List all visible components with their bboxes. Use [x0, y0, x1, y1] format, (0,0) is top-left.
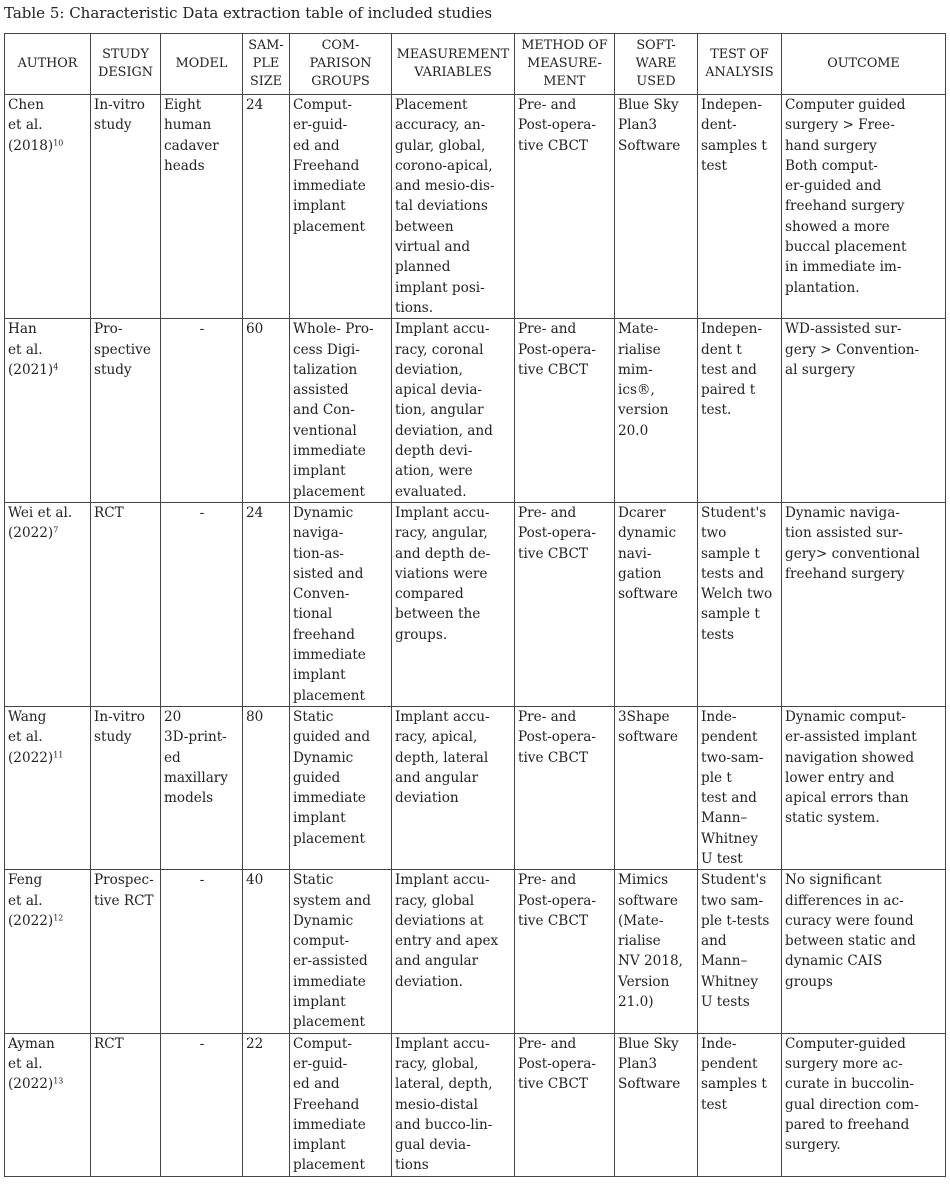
- header-sample-size: SAM- PLE SIZE: [243, 34, 290, 95]
- cell-outcome: WD-assisted sur- gery > Convention- al surgery: [782, 319, 946, 503]
- reference-number: 7: [53, 525, 59, 535]
- reference-number: 4: [53, 362, 59, 372]
- cell-test-of-analysis: Student's two sam- ple t-tests and Mann– Whitney U tests: [698, 870, 782, 1033]
- cell-author: [5, 1033, 91, 1176]
- author-text: Feng et al. (2022): [8, 872, 54, 929]
- author-text: Wang et al. (2022): [8, 708, 54, 766]
- cell-method-of-measurement: Pre- and Post-opera- tive CBCT: [515, 95, 615, 319]
- cell-outcome: Computer-guided surgery more ac- curate in buccolin- gual direction com- pared to freehand surgery.: [782, 1033, 946, 1176]
- cell-comparison-groups: Dynamic naviga- tion-as- sisted and Conven- tional freehand immediate implant placement: [290, 502, 392, 706]
- cell-author: [5, 870, 91, 1033]
- reference-number: 11: [53, 750, 64, 760]
- cell-test-of-analysis: Student's two sample t tests and Welch two sample t tests: [698, 502, 782, 706]
- cell-method-of-measurement: Pre- and Post-opera- tive CBCT: [515, 1033, 615, 1176]
- cell-outcome: No significant differences in ac- curacy were found between static and dynamic CAIS groups: [782, 870, 946, 1033]
- cell-measurement-variables: Implant accu- racy, apical, depth, lateral and angular deviation: [392, 706, 515, 869]
- header-software-used: SOFT- WARE USED: [615, 34, 698, 95]
- cell-model: -: [161, 502, 243, 706]
- cell-author: [5, 319, 91, 503]
- table-row: [5, 706, 946, 869]
- author-text: Han et al. (2021): [8, 321, 54, 378]
- header-comparison-groups: COM- PARISON GROUPS: [290, 34, 392, 95]
- cell-comparison-groups: Static system and Dynamic comput- er-assisted immediate implant placement: [290, 870, 392, 1033]
- cell-software-used: Dcarer dynamic navi- gation software: [615, 502, 698, 706]
- cell-study-design: RCT: [91, 502, 161, 706]
- table-row: [5, 870, 946, 1033]
- header-author: AUTHOR: [5, 34, 91, 95]
- cell-test-of-analysis: Inde- pendent two-sam- ple t test and Mann– Whitney U test: [698, 706, 782, 869]
- cell-measurement-variables: Implant accu- racy, coronal deviation, apical devia- tion, angular deviation, and depth devi- ation, were evaluated.: [392, 319, 515, 503]
- cell-sample-size: 80: [243, 706, 290, 869]
- cell-software-used: Mate- rialise mim- ics®, version 20.0: [615, 319, 698, 503]
- reference-number: 10: [53, 138, 64, 148]
- table-caption: Table 5: Characteristic Data extraction table of included studies: [4, 4, 493, 22]
- header-outcome: OUTCOME: [782, 34, 946, 95]
- table-row: [5, 95, 946, 319]
- cell-model: -: [161, 870, 243, 1033]
- header-model: MODEL: [161, 34, 243, 95]
- author-text: Ayman et al. (2022): [8, 1035, 55, 1093]
- table-row: [5, 502, 946, 706]
- cell-model: -: [161, 319, 243, 503]
- cell-test-of-analysis: Indepen- dent- samples t test: [698, 95, 782, 319]
- cell-method-of-measurement: Pre- and Post-opera- tive CBCT: [515, 319, 615, 503]
- cell-study-design: Prospec- tive RCT: [91, 870, 161, 1033]
- cell-outcome: Dynamic naviga- tion assisted sur- gery> conventional freehand surgery: [782, 502, 946, 706]
- cell-sample-size: 24: [243, 502, 290, 706]
- header-measurement-variables: MEASUREMENT VARIABLES: [392, 34, 515, 95]
- author-text: Chen et al. (2018): [8, 97, 54, 154]
- study-characteristics-table: [4, 33, 946, 1177]
- reference-number: 12: [53, 913, 64, 923]
- cell-measurement-variables: Implant accu- racy, global, lateral, depth, mesio-distal and bucco-lin- gual devia- tions: [392, 1033, 515, 1176]
- table-row: [5, 319, 946, 503]
- cell-test-of-analysis: Indepen- dent t test and paired t test.: [698, 319, 782, 503]
- header-study-design: STUDY DESIGN: [91, 34, 161, 95]
- header-test-of-analysis: TEST OF ANALYSIS: [698, 34, 782, 95]
- table-row: [5, 1033, 946, 1176]
- cell-author: [5, 502, 91, 706]
- author-text: Wei et al. (2022): [8, 504, 73, 542]
- cell-test-of-analysis: Inde- pendent samples t test: [698, 1033, 782, 1176]
- cell-author: [5, 706, 91, 869]
- cell-study-design: RCT: [91, 1033, 161, 1176]
- cell-sample-size: 40: [243, 870, 290, 1033]
- cell-comparison-groups: Comput- er-guid- ed and Freehand immediate implant placement: [290, 95, 392, 319]
- cell-outcome: Dynamic comput- er-assisted implant navigation showed lower entry and apical errors than static system.: [782, 706, 946, 869]
- cell-measurement-variables: Implant accu- racy, angular, and depth de- viations were compared between the groups.: [392, 502, 515, 706]
- cell-method-of-measurement: Pre- and Post-opera- tive CBCT: [515, 870, 615, 1033]
- cell-comparison-groups: Comput- er-guid- ed and Freehand immediate implant placement: [290, 1033, 392, 1176]
- header-row: [5, 34, 946, 95]
- cell-software-used: Blue Sky Plan3 Software: [615, 95, 698, 319]
- cell-comparison-groups: Whole- Pro- cess Digi- talization assisted and Con- ventional immediate implant placement: [290, 319, 392, 503]
- cell-software-used: Mimics software (Mate- rialise NV 2018, Version 21.0): [615, 870, 698, 1033]
- cell-measurement-variables: Implant accu- racy, global deviations at entry and apex and angular deviation.: [392, 870, 515, 1033]
- cell-study-design: In-vitro study: [91, 95, 161, 319]
- cell-comparison-groups: Static guided and Dynamic guided immediate implant placement: [290, 706, 392, 869]
- cell-method-of-measurement: Pre- and Post-opera- tive CBCT: [515, 502, 615, 706]
- cell-model: Eight human cadaver heads: [161, 95, 243, 319]
- cell-software-used: 3Shape software: [615, 706, 698, 869]
- cell-study-design: In-vitro study: [91, 706, 161, 869]
- header-method-of-measurement: METHOD OF MEASURE- MENT: [515, 34, 615, 95]
- cell-study-design: Pro- spective study: [91, 319, 161, 503]
- cell-model: -: [161, 1033, 243, 1176]
- cell-sample-size: 24: [243, 95, 290, 319]
- cell-sample-size: 60: [243, 319, 290, 503]
- cell-outcome: Computer guided surgery > Free- hand surgery Both comput- er-guided and freehand surgery showed a more buccal placement in immediate im- plantation.: [782, 95, 946, 319]
- cell-measurement-variables: Placement accuracy, an- gular, global, corono-apical, and mesio-dis- tal deviations between virtual and planned implant posi- tions.: [392, 95, 515, 319]
- cell-method-of-measurement: Pre- and Post-opera- tive CBCT: [515, 706, 615, 869]
- cell-author: [5, 95, 91, 319]
- cell-software-used: Blue Sky Plan3 Software: [615, 1033, 698, 1176]
- cell-sample-size: 22: [243, 1033, 290, 1176]
- reference-number: 13: [53, 1076, 64, 1086]
- cell-model: 20 3D-print- ed maxillary models: [161, 706, 243, 869]
